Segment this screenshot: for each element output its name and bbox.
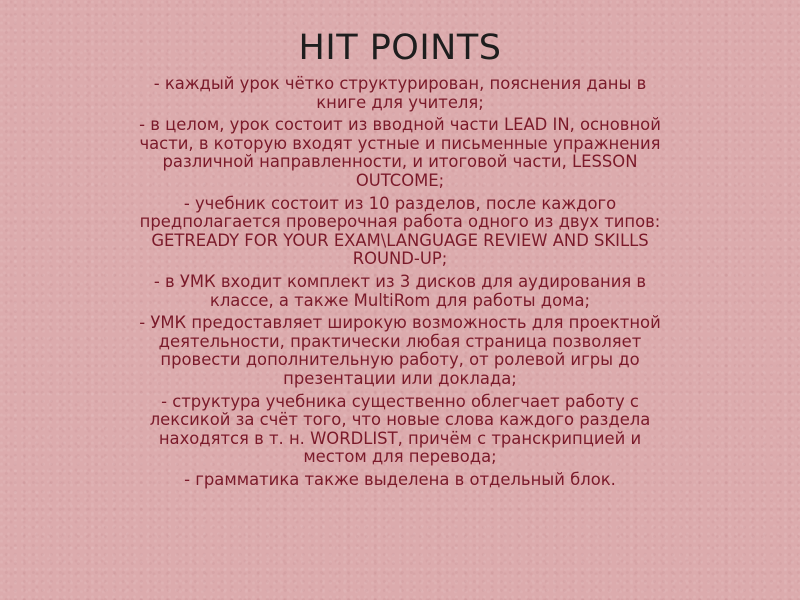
bullet-item-7: - грамматика также выделена в отдельный блок. xyxy=(184,469,616,489)
bullet-item-6: - структура учебника существенно облегчает работу с лексикой за счёт того, что новые слова каждого раздела находятся в т. н. WORDLIST, причём с транскрипцией и местом для перевода; xyxy=(149,391,651,467)
bullet-item-4: - в УМК входит комплект из 3 дисков для аудирования в классе, а также MultiRom для работы дома; xyxy=(153,271,647,310)
bullet-item-3: - учебник состоит из 10 разделов, после каждого предполагается проверочная работа одного из двух типов: GETREADY FOR YOUR EXAM\LANGUAGE REVIEW AND SKILLS ROUND-UP; xyxy=(139,193,661,269)
bullet-item-5: - УМК предоставляет широкую возможность для проектной деятельности, практически любая страница позволяет провести дополнительную работу, от ролевой игры до презентации или доклада; xyxy=(139,313,661,388)
bullet-list xyxy=(128,75,672,493)
bullet-item-1: - каждый урок чётко структурирован, пояснения даны в книге для учителя; xyxy=(153,74,647,112)
slide-title: HIT POINTS xyxy=(298,28,502,68)
bullet-item-2: - в целом, урок состоит из вводной части LEAD IN, основной части, в которую входят устные и письменные упражнения различной направленности, и итоговой части, LESSON OUTCOME; xyxy=(139,115,661,190)
